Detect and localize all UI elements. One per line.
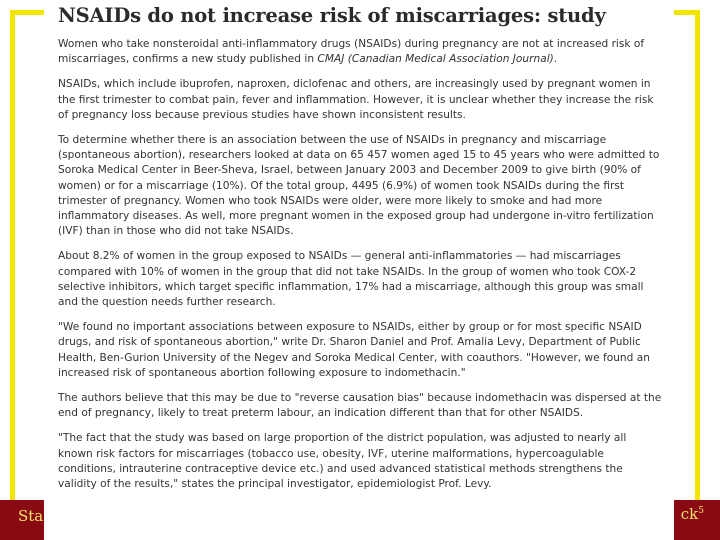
article-paragraph-6: The authors believe that this may be due to "reverse causation bias" because indomethacin was dispersed at the end of pregnancy, likely to treat preterm labour, an indication different than that for other NSAIDS. [58,392,662,420]
footer-right-text [681,505,704,523]
article-paragraph-7: "The fact that the study was based on large proportion of the district population, was adjusted to nearly all known risk factors for miscarriages (tobacco use, obesity, IVF, uterine malformations, hypercoagulable conditions, intrauterine contraceptive device etc.) and used advanced statistical methods strengthens the validity of the results," states the principal investigator, epidemiologist Prof. Levy. [58,432,627,491]
footer-right-superscript: 5 [698,506,704,516]
article-paragraph-5: "We found no important associations between exposure to NSAIDs, either by group or for most specific NSAID drugs, and risk of spontaneous abortion," write Dr. Sharon Daniel and Prof. Amalia Levy, Department of Public Health, Ben-Gurion University of the Negev and Soroka Medical Center, with coauthors. "However, we found an increased risk of spontaneous abortion following exposure to indomethacin." [58,321,650,379]
article-paragraph-4: About 8.2% of women in the group exposed to NSAIDs — general anti-inflammatories — had miscarriages compared with 10% of women in the group that did not take NSAIDs. In the group of women who took COX-2 selective inhibitors, which target specific inflammation, 17% had a miscarriage, although this group was small and the question needs further research. [58,250,644,309]
article-paragraph-3: To determine whether there is an association between the use of NSAIDs in pregnancy and miscarriage (spontaneous abortion), researchers looked at data on 65 457 women aged 15 to 45 years who were admitted to Soroka Medical Center in Beer-Sheva, Israel, between January 2003 and December 2009 to give birth (90% of women) or for a miscarriage (10%). Of the total group, 4495 (6.9%) of women took NSAIDs during the first trimester of pregnancy. Women who took NSAIDs were older, were more likely to smoke and had more inflammatory diseases. As well, more pregnant women in the exposed group had undergone in-vitro fertilization (IVF) than in those who did not take NSAIDs. [58,134,660,238]
article-paragraph-1 [58,37,662,67]
article-panel [44,0,674,540]
footer-right-label: ck [680,505,699,523]
article-headline: NSAIDs do not increase risk of miscarriages: study [58,4,606,27]
p1-text: Women who take nonsteroidal anti-inflammatory drugs (NSAIDs) during pregnancy are not at increased risk of miscarriages, confirms a new study published in [58,38,645,66]
journal-name: CMAJ (Canadian Medical Association Journal) [317,53,554,66]
footer-left-text: Sta [18,507,44,525]
article-paragraph-2: NSAIDs, which include ibuprofen, naproxen, diclofenac and others, are increasingly used by pregnant women in the first trimester to combat pain, fever and inflammation. However, it is unclear whether they increase the risk of pregnancy loss because previous studies have shown inconsistent results. [58,78,654,121]
p1-end: . [553,53,558,66]
